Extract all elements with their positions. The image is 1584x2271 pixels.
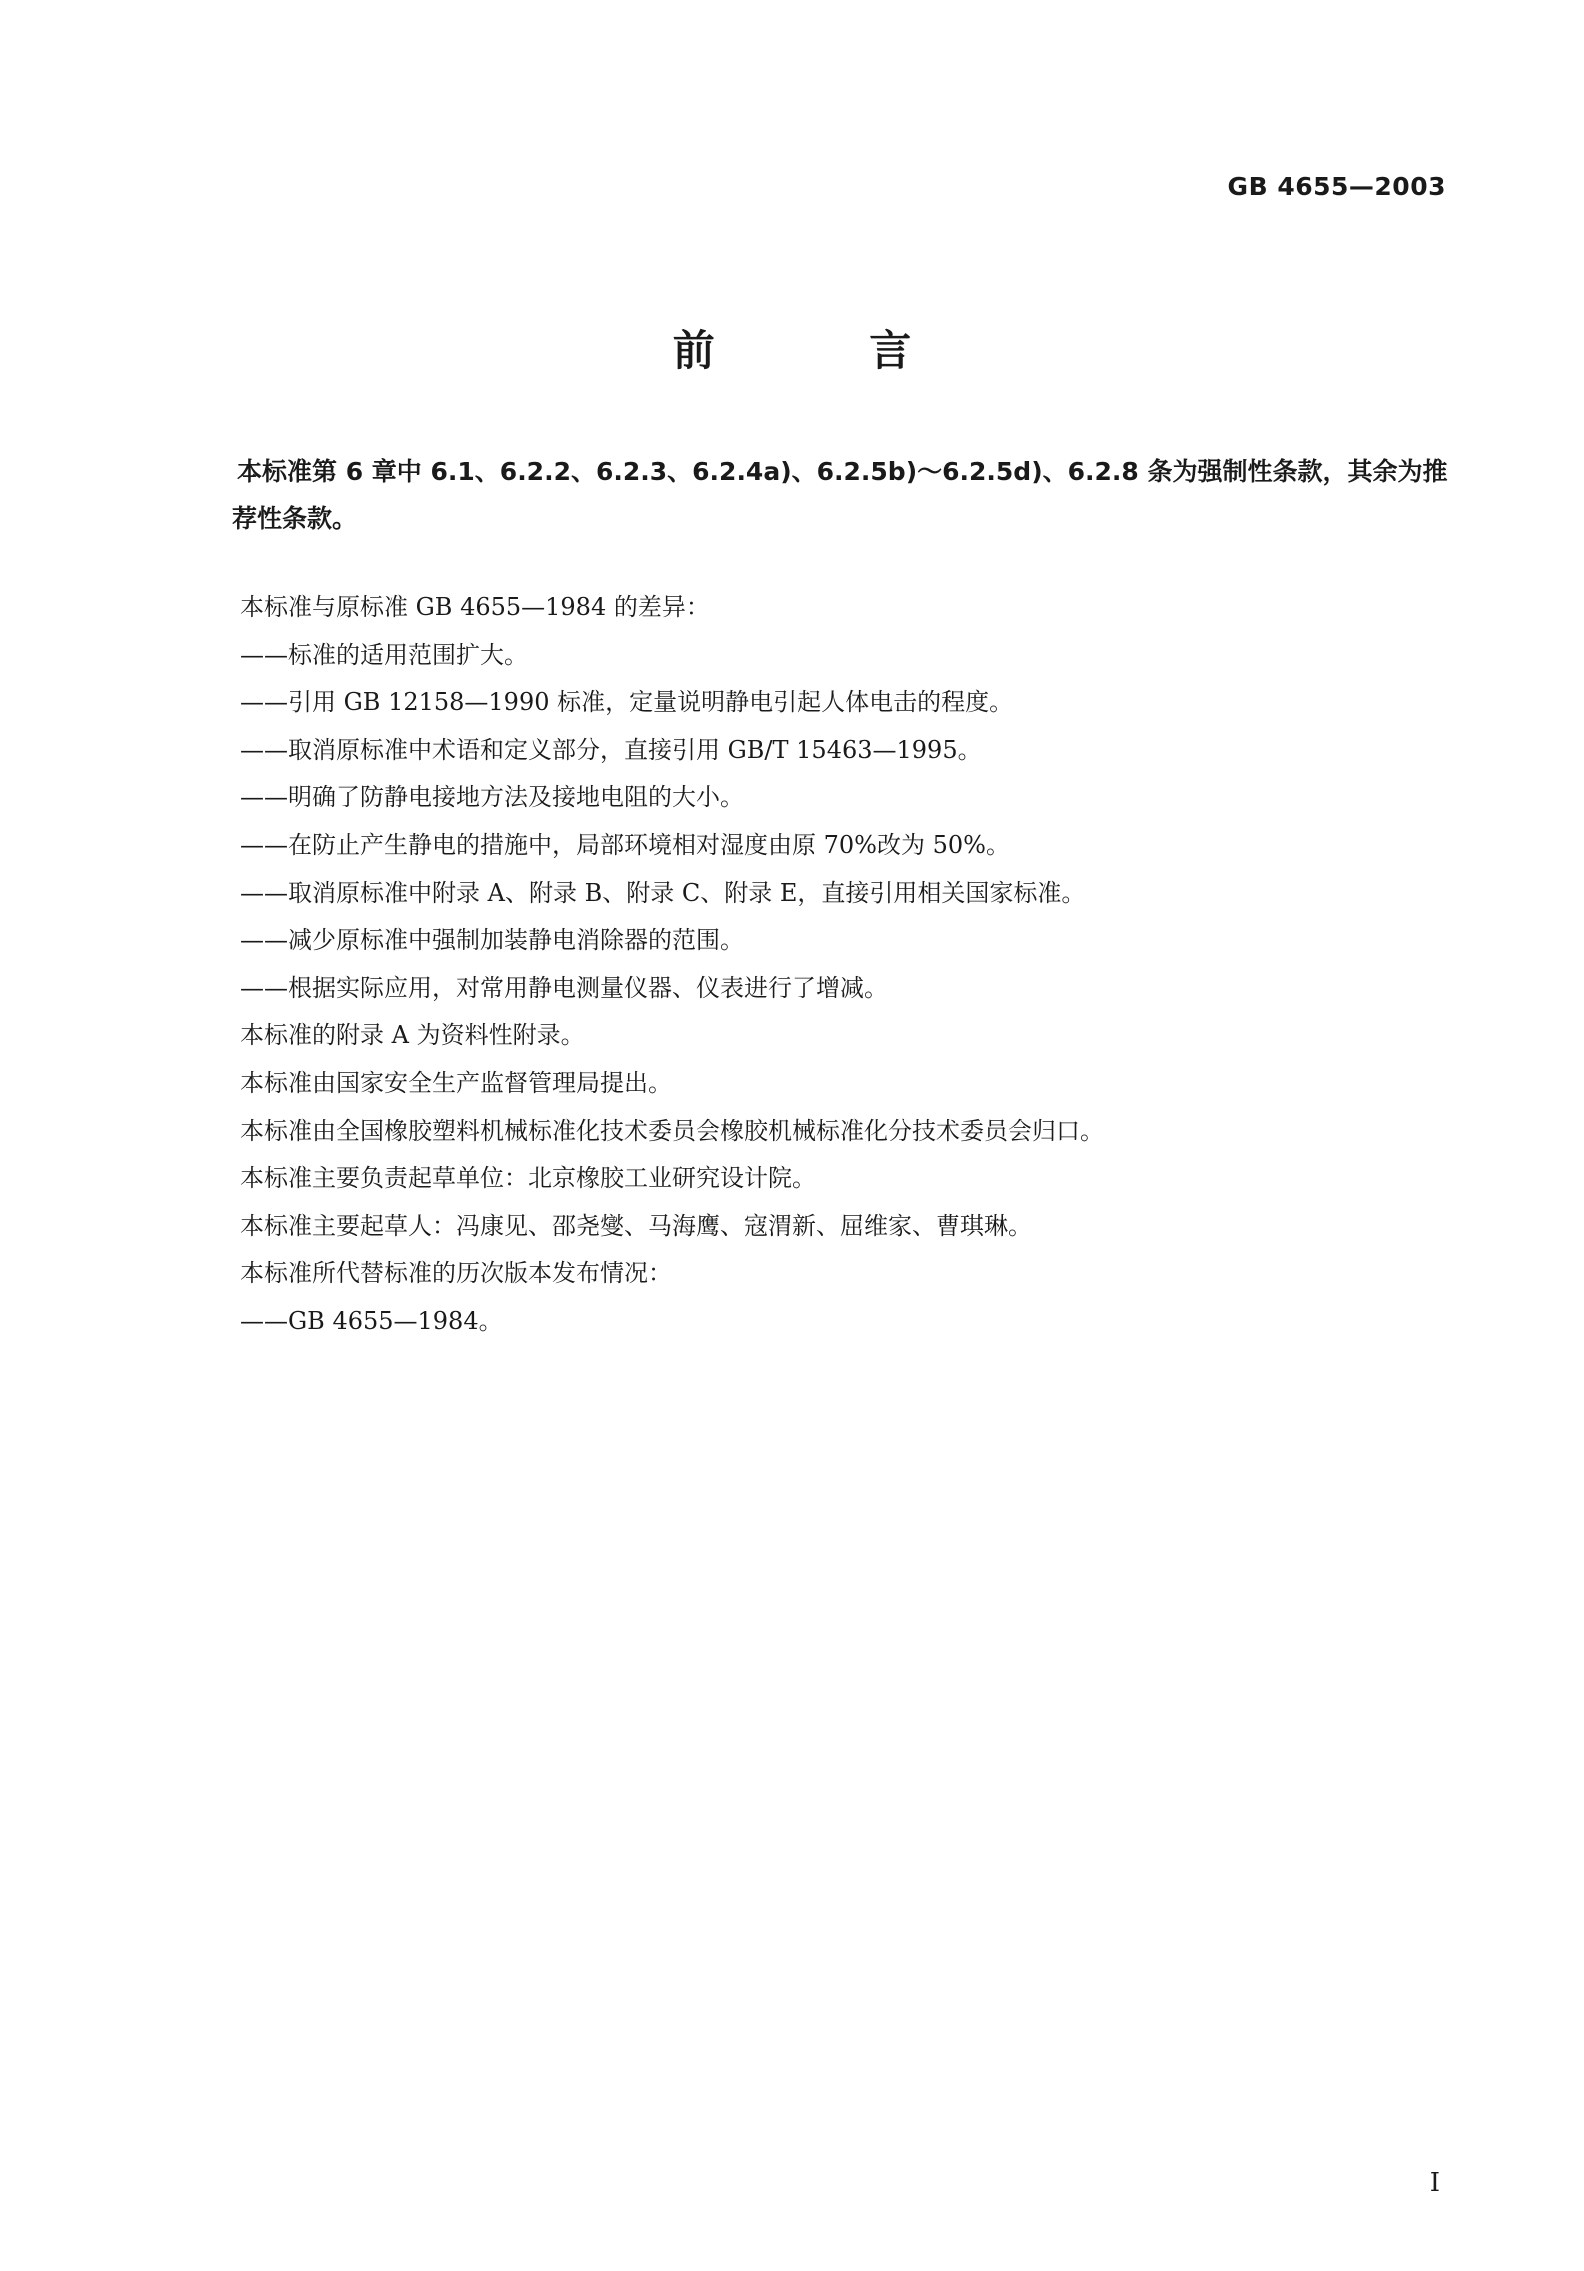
paragraph-line: 本标准所代替标准的历次版本发布情况： xyxy=(240,1259,672,1288)
paragraph-line: 本标准主要负责起草单位：北京橡胶工业研究设计院。 xyxy=(240,1164,816,1193)
foreword-body xyxy=(240,584,1470,1346)
paragraph-line: ——GB 4655—1984。 xyxy=(240,1306,503,1335)
paragraph-line: ——根据实际应用，对常用静电测量仪器、仪表进行了增减。 xyxy=(240,973,888,1002)
paragraph-line: ——减少原标准中强制加装静电消除器的范围。 xyxy=(240,926,744,955)
paragraph-line: ——在防止产生静电的措施中，局部环境相对湿度由原 70%改为 50%。 xyxy=(240,830,1010,859)
paragraph-line: ——标准的适用范围扩大。 xyxy=(240,640,528,669)
page-title: 前 言 xyxy=(672,326,982,375)
paragraph-line: ——取消原标准中术语和定义部分，直接引用 GB/T 15463—1995。 xyxy=(240,735,982,764)
paragraph-line: ——取消原标准中附录 A、附录 B、附录 C、附录 E，直接引用相关国家标准。 xyxy=(240,878,1086,907)
paragraph-line: 本标准的附录 A 为资料性附录。 xyxy=(240,1021,585,1050)
paragraph-line: 本标准与原标准 GB 4655—1984 的差异： xyxy=(240,593,710,621)
page-number: I xyxy=(1429,2168,1440,2198)
paragraph-line: ——明确了防静电接地方法及接地电阻的大小。 xyxy=(240,783,744,812)
mandatory-clause-paragraph: 本标准第 6 章中 6.1、6.2.2、6.2.3、6.2.4a)、6.2.5b)～6.2.5d)、6.2.8 条为强制性条款，其余为推荐性条款。 xyxy=(232,457,1448,533)
standard-code-header: GB 4655—2003 xyxy=(1227,172,1446,201)
paragraph-line: 本标准由国家安全生产监督管理局提出。 xyxy=(240,1068,672,1097)
paragraph-line: 本标准主要起草人：冯康见、邵尧燮、马海鹰、寇渭新、屈维家、曹琪琳。 xyxy=(240,1211,1032,1240)
paragraph-line: ——引用 GB 12158—1990 标准，定量说明静电引起人体电击的程度。 xyxy=(240,688,1014,717)
paragraph-line: 本标准由全国橡胶塑料机械标准化技术委员会橡胶机械标准化分技术委员会归口。 xyxy=(240,1116,1104,1145)
